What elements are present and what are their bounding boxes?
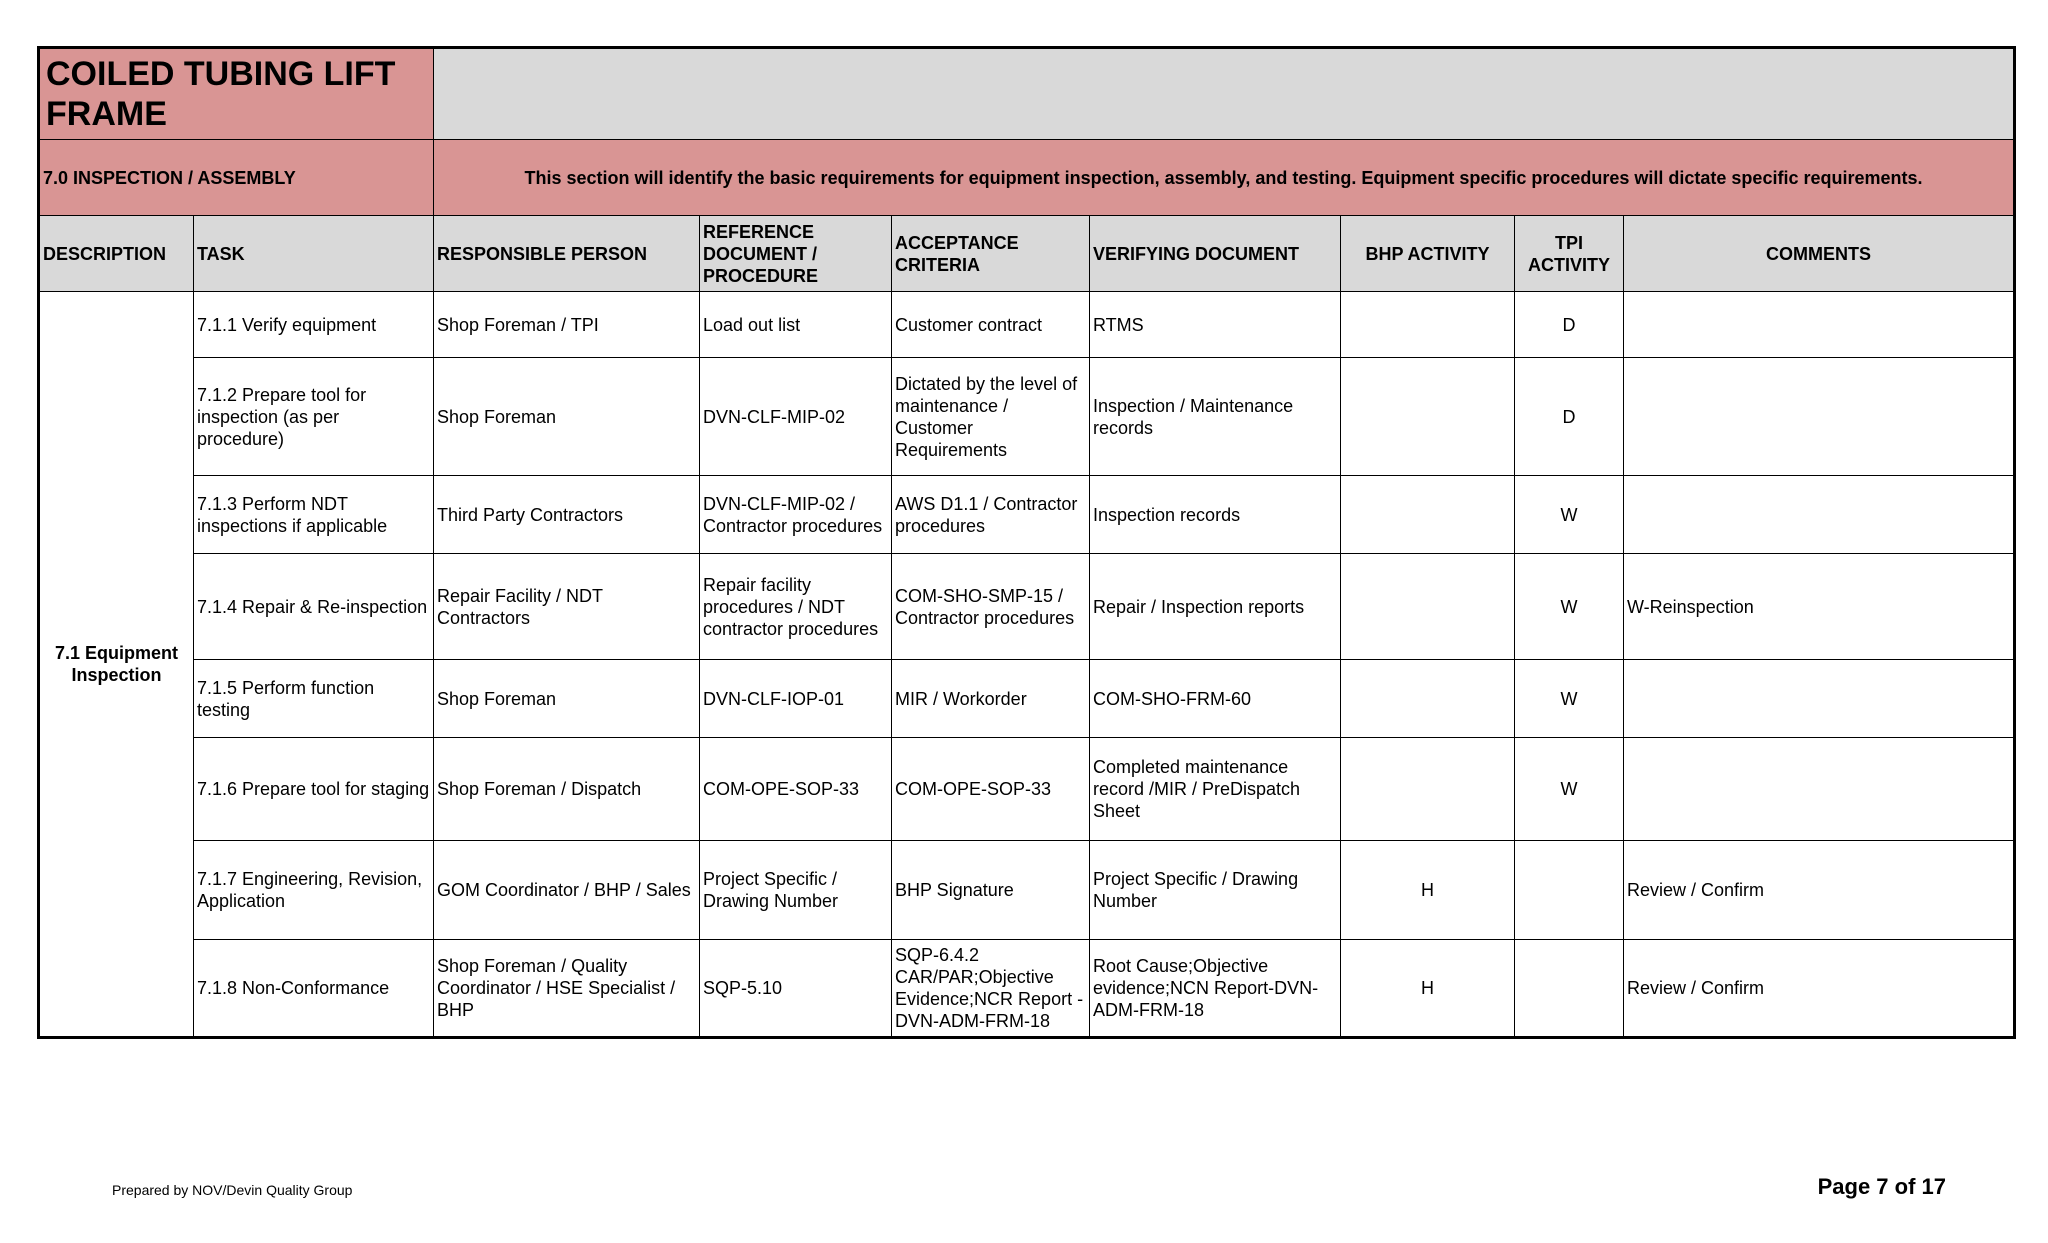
cell-verifying: Inspection records: [1090, 476, 1341, 554]
col-header-bhp: BHP ACTIVITY: [1341, 216, 1515, 292]
table-row: [39, 841, 2015, 940]
table-row: [39, 660, 2015, 738]
cell-acceptance: MIR / Workorder: [892, 660, 1090, 738]
col-header-reference: REFERENCE DOCUMENT / PROCEDURE: [700, 216, 892, 292]
cell-reference: COM-OPE-SOP-33: [700, 738, 892, 841]
cell-task: 7.1.4 Repair & Re-inspection: [194, 554, 434, 660]
col-header-task: TASK: [194, 216, 434, 292]
cell-acceptance: COM-OPE-SOP-33: [892, 738, 1090, 841]
cell-tpi: W: [1515, 660, 1624, 738]
table-row: [39, 358, 2015, 476]
cell-acceptance: AWS D1.1 / Contractor procedures: [892, 476, 1090, 554]
cell-reference: Project Specific / Drawing Number: [700, 841, 892, 940]
cell-verifying: RTMS: [1090, 292, 1341, 358]
cell-tpi: [1515, 841, 1624, 940]
cell-reference: SQP-5.10: [700, 940, 892, 1038]
cell-responsible: Shop Foreman: [434, 660, 700, 738]
cell-verifying: Project Specific / Drawing Number: [1090, 841, 1341, 940]
cell-responsible: GOM Coordinator / BHP / Sales: [434, 841, 700, 940]
inspection-table: [37, 46, 2016, 1039]
cell-reference: Load out list: [700, 292, 892, 358]
cell-reference: DVN-CLF-IOP-01: [700, 660, 892, 738]
cell-task: 7.1.3 Perform NDT inspections if applicable: [194, 476, 434, 554]
cell-comments: Review / Confirm: [1624, 841, 2015, 940]
section-title: 7.0 INSPECTION / ASSEMBLY: [39, 140, 434, 216]
cell-bhp: [1341, 292, 1515, 358]
table-row: [39, 292, 2015, 358]
col-header-responsible: RESPONSIBLE PERSON: [434, 216, 700, 292]
cell-responsible: Shop Foreman / TPI: [434, 292, 700, 358]
cell-tpi: D: [1515, 358, 1624, 476]
prepared-by-note: Prepared by NOV/Devin Quality Group: [112, 1182, 353, 1198]
cell-task: 7.1.7 Engineering, Revision, Application: [194, 841, 434, 940]
table-row: [39, 554, 2015, 660]
cell-responsible: Shop Foreman / Dispatch: [434, 738, 700, 841]
cell-verifying: Root Cause;Objective evidence;NCN Report-DVN-ADM-FRM-18: [1090, 940, 1341, 1038]
cell-acceptance: Dictated by the level of maintenance / Customer Requirements: [892, 358, 1090, 476]
cell-acceptance: Customer contract: [892, 292, 1090, 358]
cell-bhp: H: [1341, 841, 1515, 940]
cell-tpi: D: [1515, 292, 1624, 358]
cell-comments: [1624, 738, 2015, 841]
cell-verifying: COM-SHO-FRM-60: [1090, 660, 1341, 738]
table-row: [39, 738, 2015, 841]
cell-comments: W-Reinspection: [1624, 554, 2015, 660]
col-header-description: DESCRIPTION: [39, 216, 194, 292]
cell-tpi: W: [1515, 476, 1624, 554]
col-header-comments: COMMENTS: [1624, 216, 2015, 292]
cell-verifying: Completed maintenance record /MIR / PreDispatch Sheet: [1090, 738, 1341, 841]
cell-comments: [1624, 292, 2015, 358]
cell-bhp: [1341, 738, 1515, 841]
col-header-acceptance: ACCEPTANCE CRITERIA: [892, 216, 1090, 292]
cell-comments: Review / Confirm: [1624, 940, 2015, 1038]
cell-task: 7.1.8 Non-Conformance: [194, 940, 434, 1038]
cell-reference: Repair facility procedures / NDT contractor procedures: [700, 554, 892, 660]
cell-bhp: H: [1341, 940, 1515, 1038]
cell-comments: [1624, 660, 2015, 738]
cell-acceptance: SQP-6.4.2 CAR/PAR;Objective Evidence;NCR Report - DVN-ADM-FRM-18: [892, 940, 1090, 1038]
group-label: 7.1 Equipment Inspection: [39, 292, 194, 1038]
cell-task: 7.1.1 Verify equipment: [194, 292, 434, 358]
cell-tpi: W: [1515, 738, 1624, 841]
cell-bhp: [1341, 554, 1515, 660]
cell-comments: [1624, 358, 2015, 476]
cell-bhp: [1341, 660, 1515, 738]
cell-verifying: Repair / Inspection reports: [1090, 554, 1341, 660]
cell-responsible: Shop Foreman: [434, 358, 700, 476]
cell-reference: DVN-CLF-MIP-02: [700, 358, 892, 476]
cell-responsible: Third Party Contractors: [434, 476, 700, 554]
cell-reference: DVN-CLF-MIP-02 / Contractor procedures: [700, 476, 892, 554]
col-header-tpi: TPI ACTIVITY: [1515, 216, 1624, 292]
title-blank-cell: [434, 48, 2015, 140]
cell-comments: [1624, 476, 2015, 554]
document-title: COILED TUBING LIFT FRAME: [39, 48, 434, 140]
cell-tpi: W: [1515, 554, 1624, 660]
cell-acceptance: BHP Signature: [892, 841, 1090, 940]
cell-bhp: [1341, 358, 1515, 476]
cell-task: 7.1.6 Prepare tool for staging: [194, 738, 434, 841]
cell-task: 7.1.2 Prepare tool for inspection (as per procedure): [194, 358, 434, 476]
section-description: This section will identify the basic requirements for equipment inspection, assembly, and testing. Equipment specific procedures will dictate specific requirements.: [434, 140, 2015, 216]
cell-verifying: Inspection / Maintenance records: [1090, 358, 1341, 476]
cell-responsible: Shop Foreman / Quality Coordinator / HSE Specialist / BHP: [434, 940, 700, 1038]
cell-responsible: Repair Facility / NDT Contractors: [434, 554, 700, 660]
col-header-verifying: VERIFYING DOCUMENT: [1090, 216, 1341, 292]
cell-acceptance: COM-SHO-SMP-15 / Contractor procedures: [892, 554, 1090, 660]
table-row: [39, 476, 2015, 554]
page-number: Page 7 of 17: [1817, 1174, 1946, 1199]
table-row: [39, 940, 2015, 1038]
cell-tpi: [1515, 940, 1624, 1038]
cell-bhp: [1341, 476, 1515, 554]
cell-task: 7.1.5 Perform function testing: [194, 660, 434, 738]
